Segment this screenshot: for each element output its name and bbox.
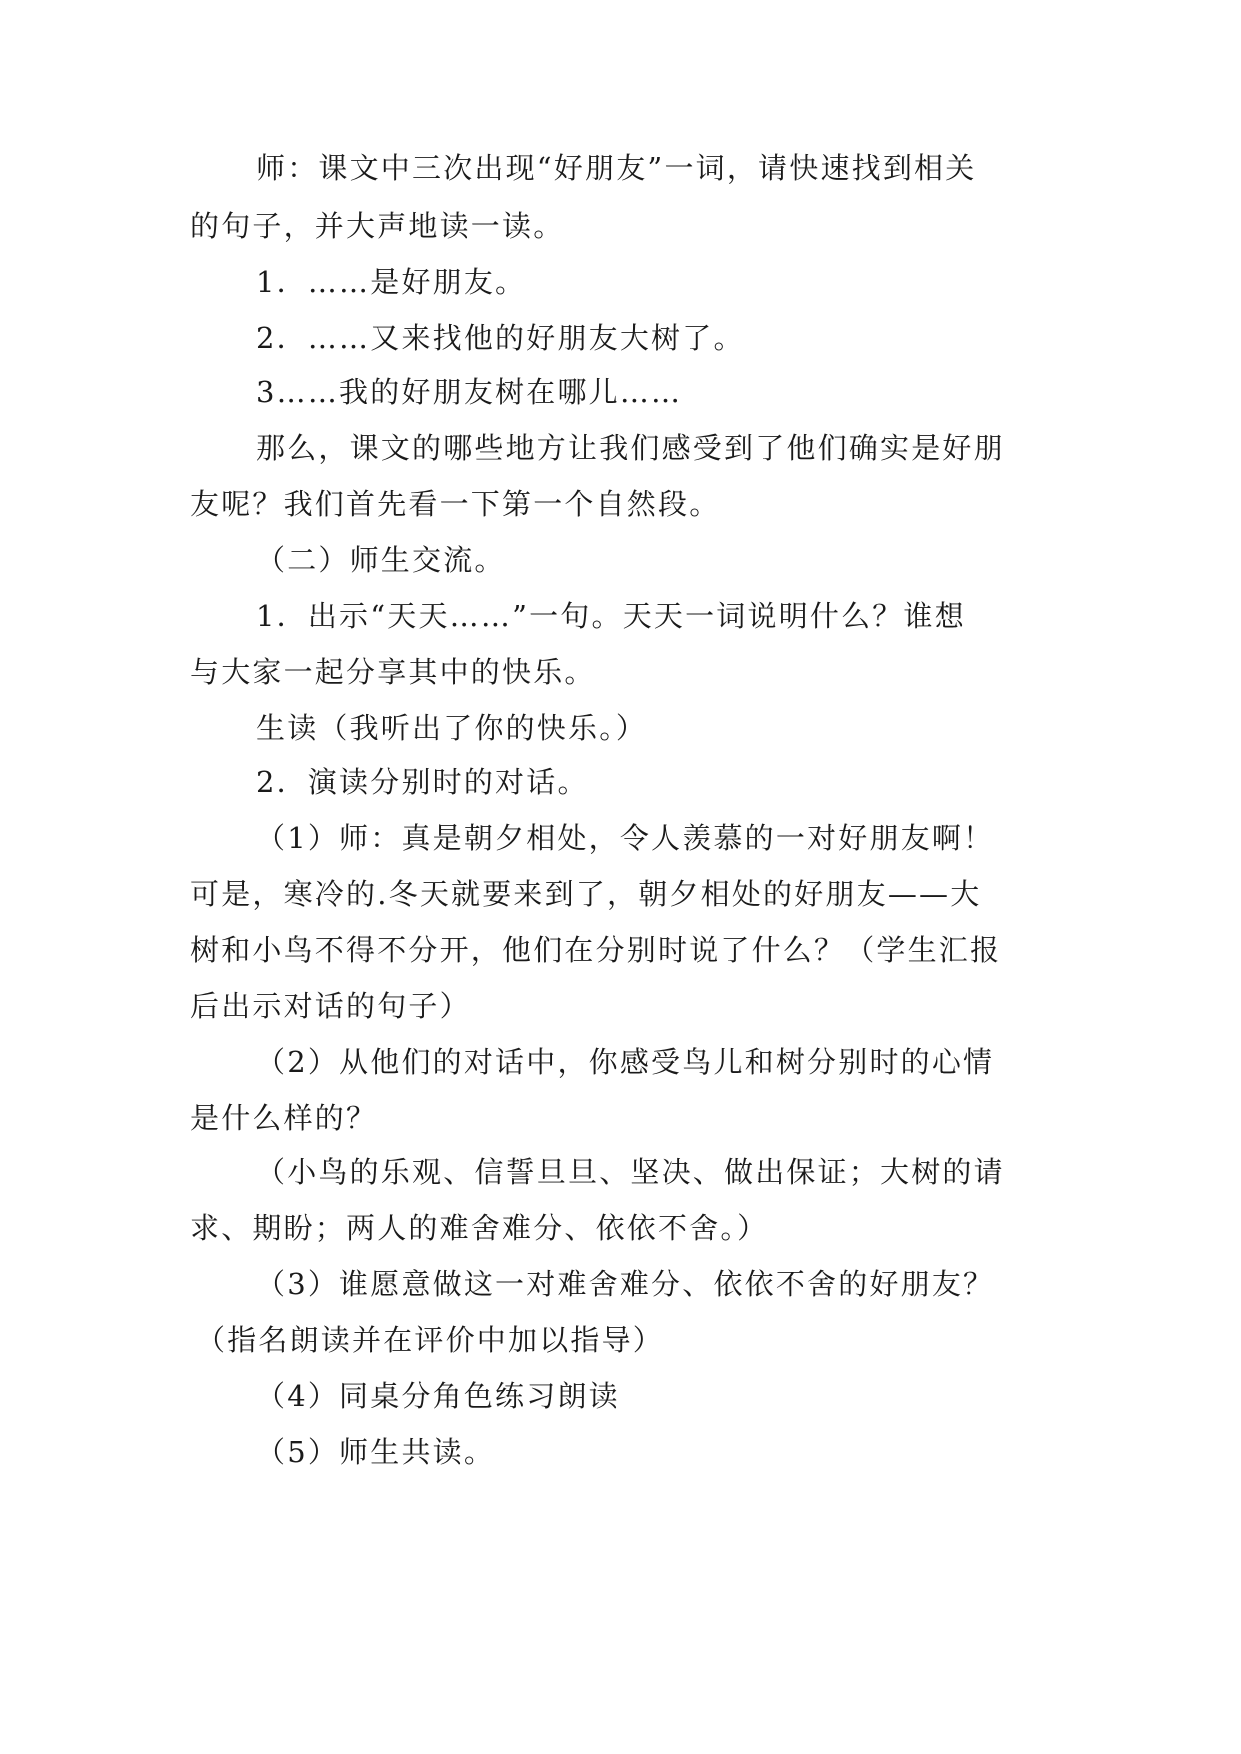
section-heading: （二）师生交流。 <box>256 543 506 577</box>
list-item: 1．……是好朋友。 <box>256 265 527 299</box>
paragraph-line: （4）同桌分角色练习朗读 <box>256 1379 620 1413</box>
paragraph-line: 的句子，并大声地读一读。 <box>190 209 565 243</box>
paragraph-line: 师：课文中三次出现“好朋友”一词，请快速找到相关 <box>256 151 977 185</box>
paragraph-line: 后出示对话的句子） <box>190 989 471 1023</box>
paragraph-line: 求、期盼；两人的难舍难分、依依不舍。） <box>190 1211 769 1245</box>
paragraph-line: （指名朗读并在评价中加以指导） <box>196 1323 665 1357</box>
paragraph-line: 可是，寒冷的.冬天就要来到了，朝夕相处的好朋友——大 <box>190 877 982 911</box>
paragraph-line: 与大家一起分享其中的快乐。 <box>190 655 596 689</box>
paragraph-line: 那么，课文的哪些地方让我们感受到了他们确实是好朋 <box>256 431 1005 465</box>
paragraph-line: 生读（我听出了你的快乐。） <box>256 711 648 745</box>
paragraph-line: 1．出示“天天……”一句。天天一词说明什么？谁想 <box>256 599 966 633</box>
paragraph-line: 树和小鸟不得不分开，他们在分别时说了什么？（学生汇报 <box>190 933 1002 967</box>
paragraph-line: 是什么样的？ <box>190 1101 378 1135</box>
paragraph-line: （5）师生共读。 <box>256 1435 496 1469</box>
list-item: 3……我的好朋友树在哪儿…… <box>256 375 683 409</box>
paragraph-line: （1）师：真是朝夕相处，令人羡慕的一对好朋友啊！ <box>256 821 995 855</box>
paragraph-line: 2．演读分别时的对话。 <box>256 765 589 799</box>
list-item: 2．……又来找他的好朋友大树了。 <box>256 321 745 355</box>
paragraph-line: （2）从他们的对话中，你感受鸟儿和树分别时的心情 <box>256 1045 995 1079</box>
paragraph-line: （小鸟的乐观、信誓旦旦、坚决、做出保证；大树的请 <box>256 1155 1005 1189</box>
paragraph-line: 友呢？我们首先看一下第一个自然段。 <box>190 487 721 521</box>
paragraph-line: （3）谁愿意做这一对难舍难分、依依不舍的好朋友？ <box>256 1267 995 1301</box>
